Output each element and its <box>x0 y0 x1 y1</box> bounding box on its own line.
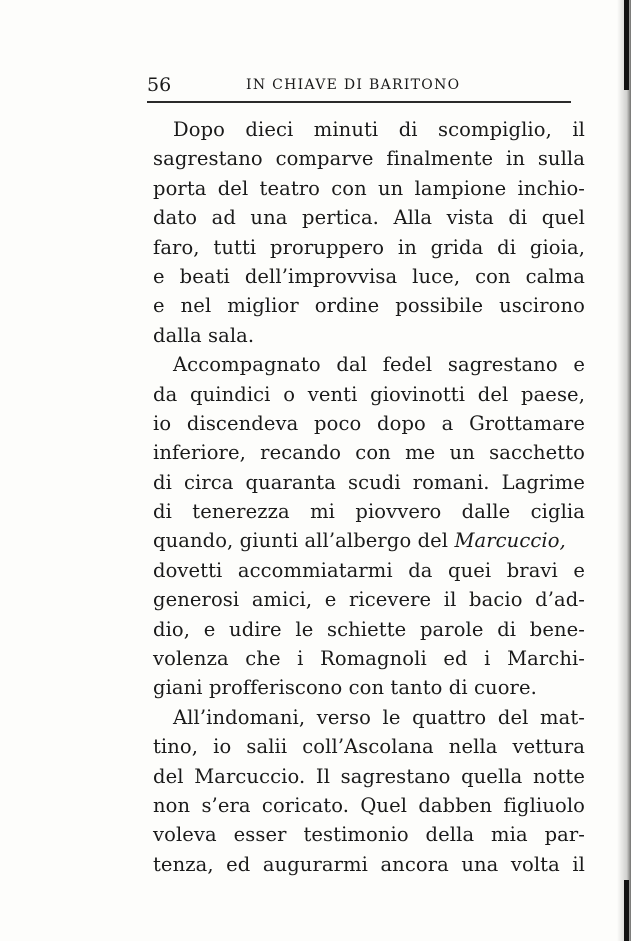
text-line: sagrestano comparve finalmente in sulla <box>153 147 585 171</box>
spine-mark-bottom <box>624 880 629 941</box>
text-line: All’indomani, verso le quattro del mat- <box>173 705 585 729</box>
spine-mark-top <box>624 0 629 90</box>
text-line: voleva esser testimonio della mia par- <box>153 823 585 847</box>
text-line: tenza, ed augurarmi ancora una volta il <box>153 852 585 876</box>
text-line: inferiore, recando con me un sacchetto <box>153 441 585 465</box>
text-line: e nel miglior ordine possibile uscirono <box>153 294 585 318</box>
running-header <box>147 74 571 100</box>
text-line: faro, tutti proruppero in grida di gioia, <box>153 235 585 259</box>
text-line: e beati dell’improvvisa luce, con calma <box>153 264 585 288</box>
page-spine-shadow <box>617 0 631 941</box>
body-text <box>153 115 585 879</box>
text-line: tino, io salii coll’Ascolana nella vettura <box>153 735 585 759</box>
text-line: Dopo dieci minuti di scompiglio, il <box>173 118 585 141</box>
text-line: dalla sala. <box>153 323 255 347</box>
text-line: porta del teatro con un lampione inchio- <box>153 176 585 200</box>
text-line: dato ad una pertica. Alla vista di quel <box>153 206 585 230</box>
text-line: non s’era coricato. Quel dabben figliuolo <box>153 793 585 817</box>
header-rule <box>147 101 571 103</box>
text-line: da quindici o venti giovinotti del paese, <box>153 382 585 406</box>
text-line: del Marcuccio. Il sagrestano quella notte <box>153 764 585 788</box>
text-fragment: quando, giunti all’albergo del <box>153 529 455 553</box>
text-line: volenza che i Romagnoli ed i Marchi- <box>153 647 585 671</box>
text-line: generosi amici, e ricevere il bacio d’ad- <box>153 588 585 612</box>
text-line: di circa quaranta scudi romani. Lagrime <box>153 470 585 494</box>
text-line: io discendeva poco dopo a Grottamare <box>153 411 585 435</box>
text-line: giani profferiscono con tanto di cuore. <box>153 676 537 700</box>
text-line: di tenerezza mi piovvero dalle ciglia <box>153 500 585 524</box>
text-line: Accompagnato dal fedel sagrestano e <box>173 353 585 377</box>
text-line-with-italic <box>153 526 585 555</box>
italic-name: Marcuccio, <box>454 529 566 553</box>
text-line: dio, e udire le schiette parole di bene- <box>153 617 585 641</box>
text-line: dovetti accommiatarmi da quei bravi e <box>153 558 585 582</box>
page-number: 56 <box>147 74 172 96</box>
running-title: IN CHIAVE DI BARITONO <box>246 77 461 93</box>
